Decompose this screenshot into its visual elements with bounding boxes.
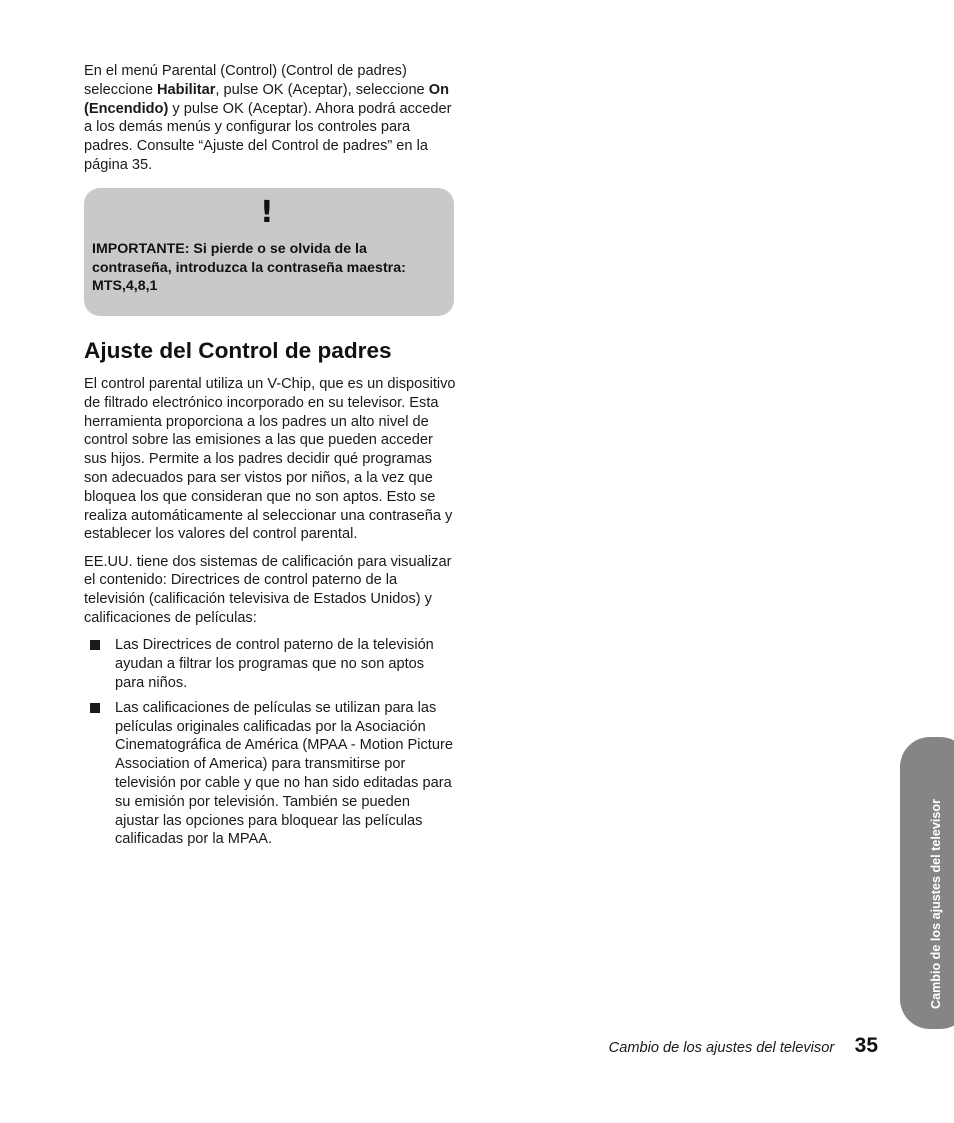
body-paragraph: EE.UU. tiene dos sistemas de calificación para visualizar el contenido: Directrices de control paterno de la televisión (calificación televisiva de Estados Unidos) y calificaciones de películas: bbox=[84, 553, 452, 627]
intro-text-part: En el menú Parental (Control) (Control de padres) seleccione bbox=[84, 63, 407, 98]
square-bullet-icon bbox=[90, 640, 100, 650]
list-item-text: Las Directrices de control paterno de la televisión ayudan a filtrar los programas que no son aptos para niños. bbox=[115, 637, 434, 691]
list-item bbox=[84, 699, 456, 849]
footer-chapter-title: Cambio de los ajustes del televisor bbox=[608, 1040, 835, 1056]
on-option-label: On (Encendido) bbox=[84, 81, 450, 117]
intro-text-part: y pulse OK (Aceptar). Ahora podrá acceder a los demás menús y configurar los controles para padres. Consulte “Ajuste del Control de padres” en la página 35. bbox=[84, 100, 452, 173]
section-body bbox=[84, 375, 456, 855]
section-heading: Ajuste del Control de padres bbox=[84, 338, 392, 363]
bullet-list bbox=[84, 636, 456, 849]
page-footer bbox=[609, 1034, 878, 1058]
important-notice-text: IMPORTANTE: Si pierde o se olvida de la contraseña, introduzca la contraseña maestra: MTS,4,8,1 bbox=[92, 241, 406, 295]
chapter-side-tab bbox=[900, 737, 954, 1029]
enable-option-label: Habilitar bbox=[157, 81, 216, 98]
square-bullet-icon bbox=[90, 703, 100, 713]
list-item-text: Las calificaciones de películas se utilizan para las películas originales calificadas por la Asociación Cinematográfica de América (MPAA - Motion Picture Association of America) para transmitirse por televisión por cable y que no han sido editadas para su emisión por televisión. También se pueden ajustar las opciones para bloquear las películas calificadas por la MPAA. bbox=[115, 699, 453, 848]
page-number: 35 bbox=[854, 1034, 878, 1057]
intro-paragraph bbox=[84, 62, 456, 175]
intro-text bbox=[84, 62, 456, 175]
exclamation-icon: ! bbox=[260, 195, 274, 230]
chapter-side-tab-label: Cambio de los ajustes del televisor bbox=[929, 799, 943, 1009]
important-notice-box bbox=[84, 188, 454, 316]
body-paragraph: El control parental utiliza un V-Chip, que es un dispositivo de filtrado electrónico incorporado en su televisor. Esta herramienta proporciona a los padres un alto nivel de control sobre las emisiones a las que pueden acceder sus hijos. Permite a los padres decidir qué programas son adecuados para ser vistos por niños, a la vez que bloquea los que consideran que no son aptos. Esto se realiza automáticamente al seleccionar una contraseña y establecer los valores del control parental. bbox=[84, 376, 456, 543]
intro-text-part: , pulse OK (Aceptar), seleccione bbox=[215, 81, 429, 98]
list-item bbox=[84, 636, 456, 692]
